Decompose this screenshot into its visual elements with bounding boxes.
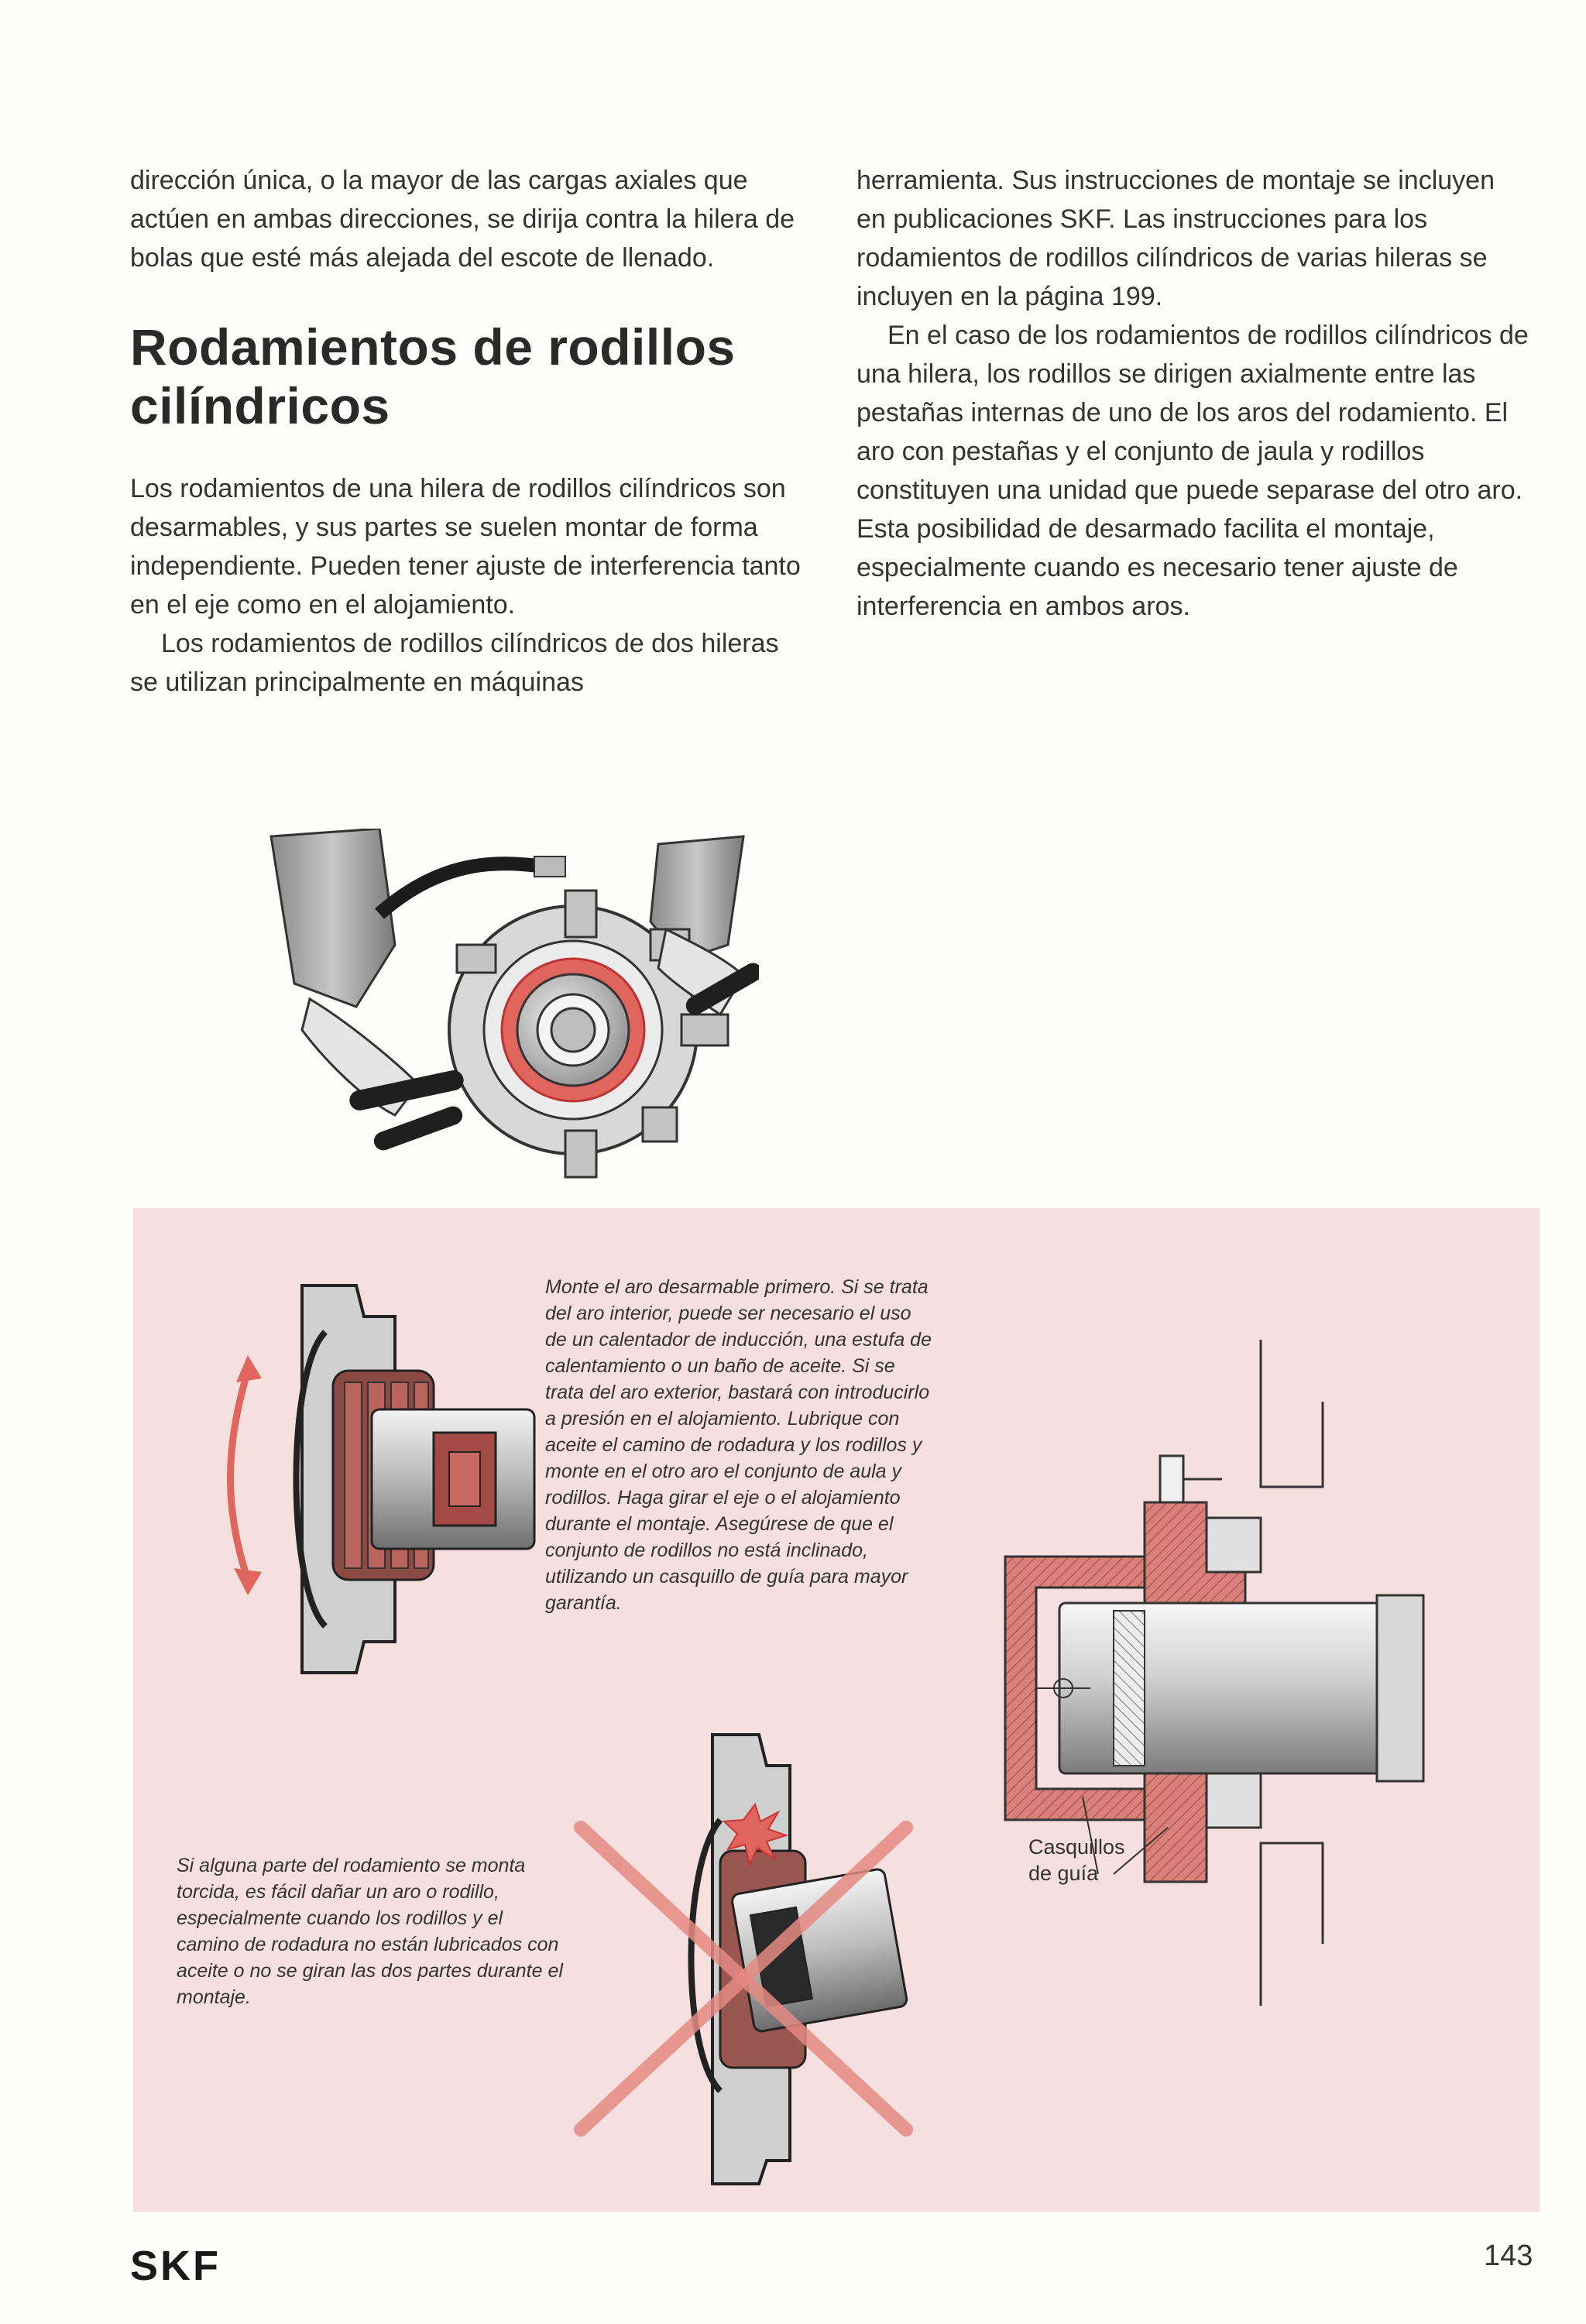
mounting-instructions-caption: Monte el aro desarmable primero. Si se trata del aro interior, puede ser necesario el uso de un calentador de inducción, una estufa de calentamiento o un baño de aceite. Si se trata del aro exterior, bastará con introducirlo a presión en el alojamiento. Lubrique con aceite el camino de rodadura y los rodillos y monte en el otro aro el conjunto de aula y rodillos. Haga girar el eje o el alojamiento durante el montaje. Asegúrese de que el conjunto de rodillos no está inclinado, utilizando un casquillo de guía para mayor garantía. bbox=[545, 1276, 932, 1614]
section-heading: Rodamientos de rodillos cilíndricos bbox=[130, 318, 736, 434]
paragraph: herramienta. Sus instrucciones de montaje se incluyen en publicaciones SKF. Las instrucciones para los rodamientos de rodillos cilíndricos de varias hileras se incluyen en la página 199. bbox=[857, 166, 1495, 311]
incorrect-mounting-figure bbox=[565, 1727, 922, 2192]
left-column bbox=[130, 161, 812, 702]
page-number: 143 bbox=[1484, 2240, 1533, 2272]
right-column bbox=[857, 161, 1530, 626]
guide-sleeves-label: Casquillos de guía bbox=[1028, 1835, 1125, 1885]
paragraph-continued: dirección única, o la mayor de las cargas axiales que actúen en ambas direcciones, se dirija contra la hilera de bolas que esté más alejada del escote de llenado. bbox=[130, 166, 795, 273]
induction-heater-illustration bbox=[263, 829, 759, 1193]
warning-caption: Si alguna parte del rodamiento se monta torcida, es fácil dañar un aro o rodillo, especialmente cuando los rodillos y el camino de rodadura no están lubricados con aceite o no se giran las dos partes durante el montaje. bbox=[177, 1855, 563, 2008]
paragraph: Los rodamientos de rodillos cilíndricos de dos hileras se utilizan principalmente en máquinas bbox=[130, 629, 779, 697]
bearing-mounting-figure bbox=[217, 1255, 542, 1688]
skf-logo: SKF bbox=[130, 2243, 221, 2289]
guide-sleeve-cross-section bbox=[990, 1340, 1454, 2006]
paragraph: En el caso de los rodamientos de rodillos cilíndricos de una hilera, los rodillos se dirigen axialmente entre las pestañas internas de uno de los aros del rodamiento. El aro con pestañas y el conjunto de jaula y rodillos constituyen una unidad que puede separase del otro aro. Esta posibilidad de desarmado facilita el montaje, especialmente cuando es necesario tener ajuste de interferencia en ambos aros. bbox=[857, 321, 1529, 621]
paragraph: Los rodamientos de una hilera de rodillos cilíndricos son desarmables, y sus partes se suelen montar de forma independiente. Pueden tener ajuste de interferencia tanto en el eje como en el alojamiento. bbox=[130, 474, 801, 620]
